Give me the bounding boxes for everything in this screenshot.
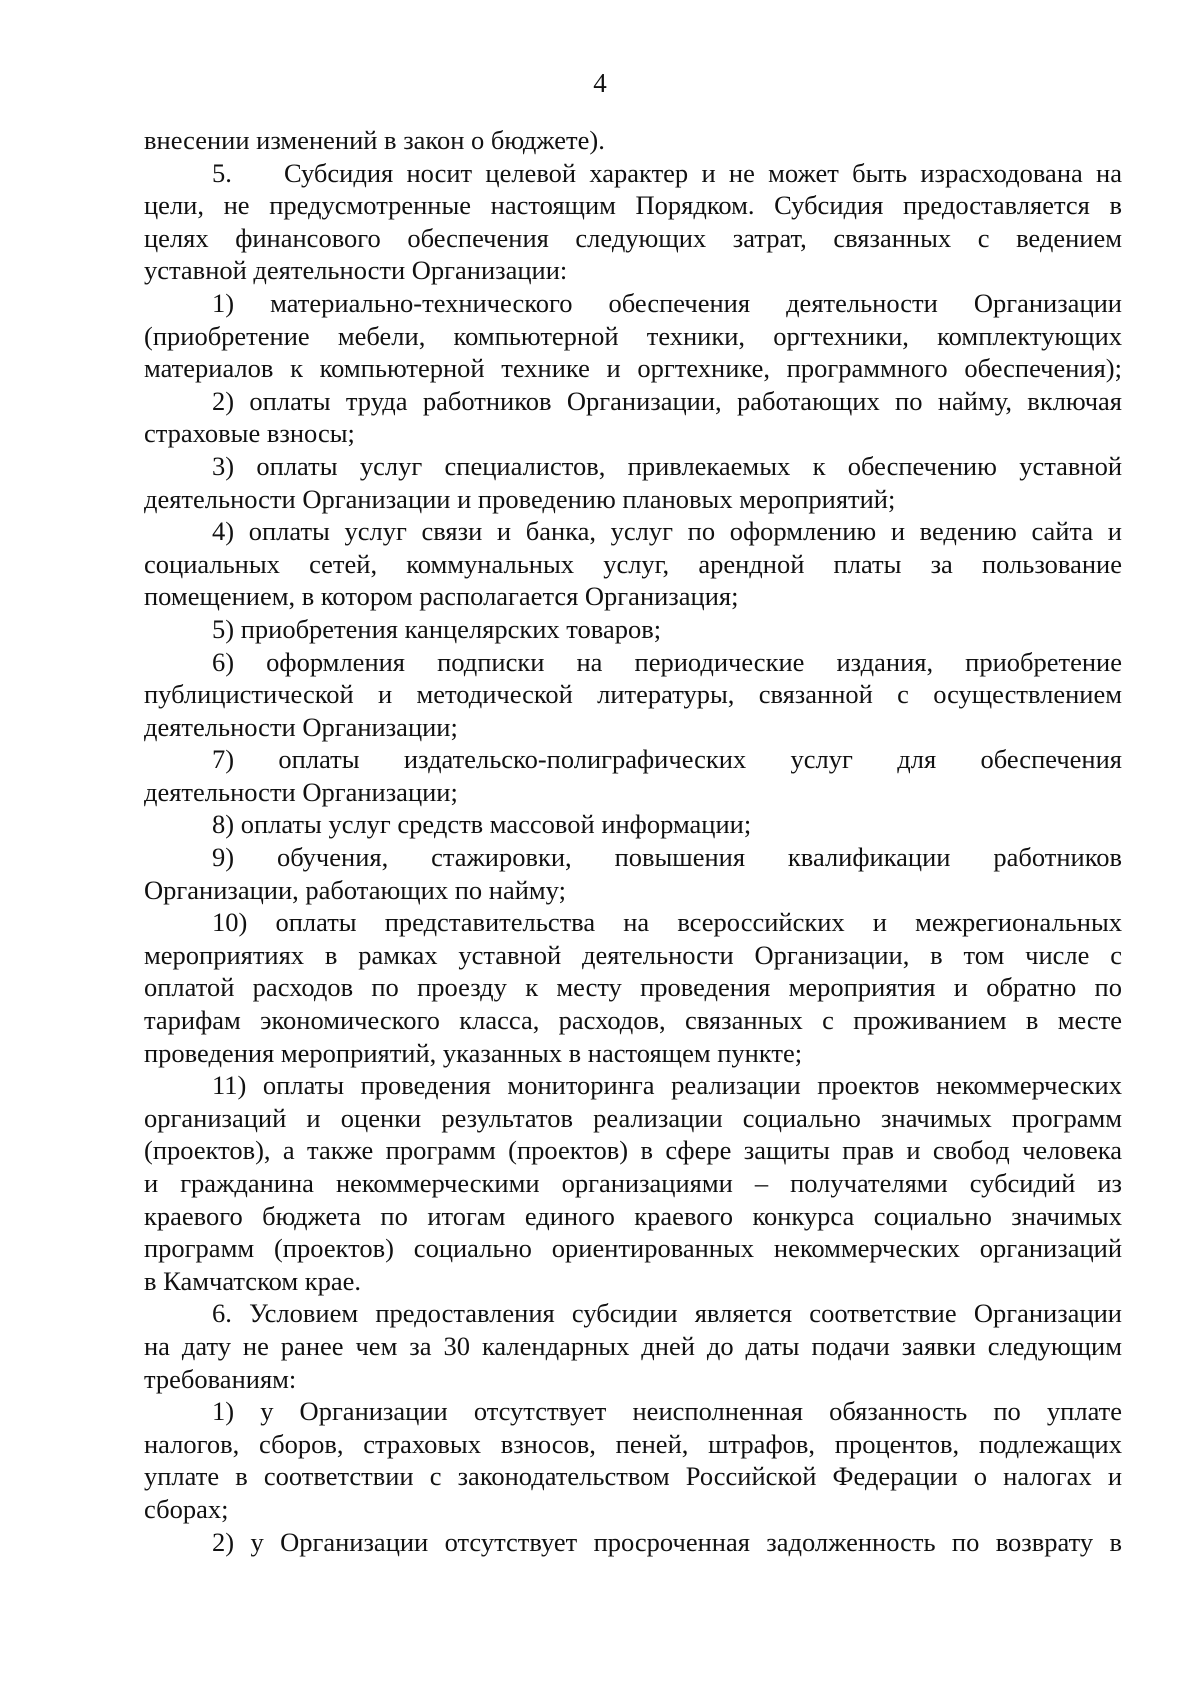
- text-line: программ (проектов) социально ориентированных некоммерческих организаций: [144, 1233, 1122, 1264]
- text-line: уплате в соответствии с законодательством Российской Федерации о налогах и: [144, 1461, 1122, 1492]
- text-line: в Камчатском крае.: [144, 1265, 362, 1296]
- text-line: проведения мероприятий, указанных в настоящем пункте;: [144, 1037, 803, 1068]
- text-line: 11) оплаты проведения мониторинга реализации проектов некоммерческих: [212, 1070, 1122, 1101]
- text-line: налогов, сборов, страховых взносов, пеней, штрафов, процентов, подлежащих: [144, 1428, 1122, 1459]
- text-line: целях финансового обеспечения следующих затрат, связанных с ведением: [144, 222, 1122, 253]
- text-line: 2) оплаты труда работников Организации, работающих по найму, включая: [212, 385, 1122, 416]
- text-line: цели, не предусмотренные настоящим Порядком. Субсидия предоставляется в: [144, 190, 1122, 221]
- text-line: мероприятиях в рамках уставной деятельности Организации, в том числе с: [144, 939, 1122, 970]
- clause-5-first-line: [144, 157, 1122, 190]
- text-line: сборах;: [144, 1493, 229, 1524]
- text-line: 7) оплаты издательско-полиграфических услуг для обеспечения: [212, 744, 1122, 775]
- text-line: материалов к компьютерной технике и оргтехнике, программного обеспечения);: [144, 353, 1122, 384]
- text-line: и гражданина некоммерческими организациями – получателями субсидий из: [144, 1168, 1122, 1198]
- text-line: требованиям:: [144, 1363, 297, 1394]
- page-number: 4: [593, 68, 607, 98]
- clause-number: 5.: [212, 157, 232, 188]
- text-line: Организации, работающих по найму;: [144, 874, 566, 905]
- text-line: Субсидия носит целевой характер и не может быть израсходована на: [284, 157, 1122, 188]
- text-line: краевого бюджета по итогам единого краевого конкурса социально значимых: [144, 1200, 1122, 1231]
- text-line: 4) оплаты услуг связи и банка, услуг по оформлению и ведению сайта и: [212, 516, 1122, 547]
- text-line: публицистической и методической литературы, связанной с осуществлением: [144, 679, 1122, 710]
- text-line: 8) оплаты услуг средств массовой информации;: [212, 809, 752, 840]
- text-line: деятельности Организации и проведению плановых мероприятий;: [144, 483, 896, 514]
- text-line: 6) оформления подписки на периодические издания, приобретение: [212, 646, 1122, 677]
- text-line: 2) у Организации отсутствует просроченная задолженность по возврату в: [212, 1526, 1122, 1557]
- text-line: деятельности Организации;: [144, 711, 458, 742]
- text-line: на дату не ранее чем за 30 календарных дней до даты подачи заявки следующим: [144, 1330, 1122, 1361]
- text-line: (приобретение мебели, компьютерной техники, оргтехники, комплектующих: [144, 320, 1122, 351]
- text-line: социальных сетей, коммунальных услуг, арендной платы за пользование: [144, 548, 1122, 579]
- text-line: 9) обучения, стажировки, повышения квалификации работников: [212, 842, 1122, 873]
- text-line: тарифам экономического класса, расходов, связанных с проживанием в месте: [144, 1005, 1122, 1036]
- text-line: страховые взносы;: [144, 418, 355, 449]
- document-body: [144, 124, 1122, 1558]
- text-line: внесении изменений в закон о бюджете).: [144, 125, 605, 155]
- text-line: 1) материально-технического обеспечения деятельности Организации: [212, 287, 1122, 318]
- text-line: деятельности Организации;: [144, 776, 458, 807]
- text-line: оплатой расходов по проезду к месту проведения мероприятия и обратно по: [144, 972, 1122, 1003]
- text-line: организаций и оценки результатов реализации социально значимых программ: [144, 1102, 1122, 1133]
- text-line: (проектов), а также программ (проектов) в сфере защиты прав и свобод человека: [144, 1135, 1122, 1166]
- text-line: 1) у Организации отсутствует неисполненная обязанность по уплате: [212, 1396, 1122, 1427]
- text-line: 5) приобретения канцелярских товаров;: [212, 613, 662, 644]
- text-line: 3) оплаты услуг специалистов, привлекаемых к обеспечению уставной: [212, 450, 1122, 481]
- text-line: 10) оплаты представительства на всероссийских и межрегиональных: [212, 907, 1122, 938]
- text-line: помещением, в котором располагается Организация;: [144, 581, 739, 612]
- text-line: уставной деятельности Организации:: [144, 255, 568, 286]
- text-line: 6. Условием предоставления субсидии является соответствие Организации: [212, 1298, 1122, 1329]
